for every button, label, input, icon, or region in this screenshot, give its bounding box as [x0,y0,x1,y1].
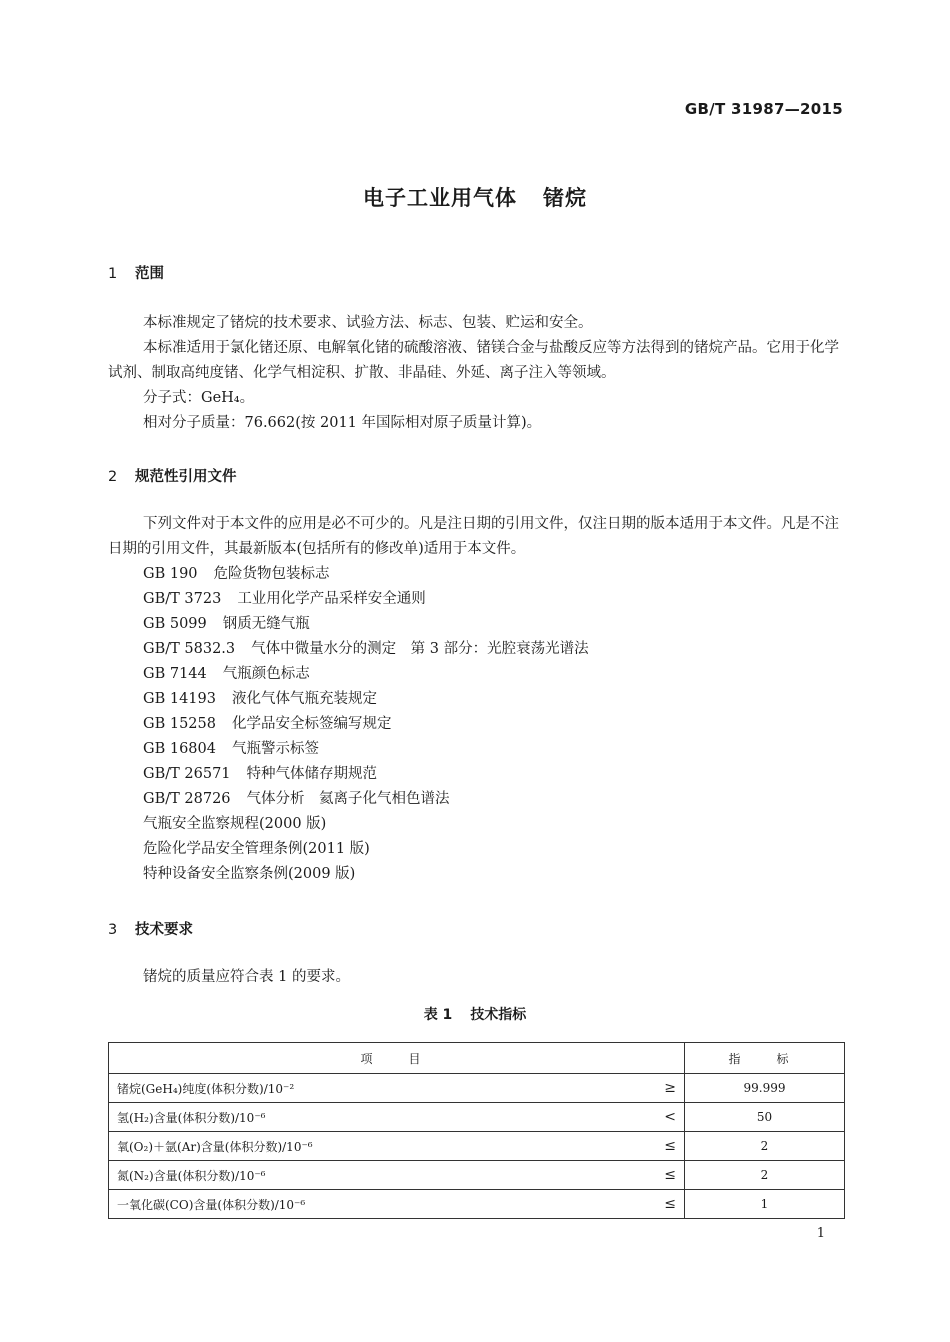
section-1-heading [108,262,164,283]
table-row [109,1132,845,1161]
reference-item [143,587,426,612]
reference-code: GB/T 28726 [143,791,231,807]
row-operator: ≤ [648,1132,685,1161]
reference-item [143,612,310,637]
reference-code: GB 15258 [143,716,216,732]
page-number: 1 [816,1226,825,1241]
reference-name: 特种气体储存期规范 [246,766,378,782]
molecular-mass: 相对分子质量：76.662(按 2011 年国际相对原子质量计算)。 [143,415,542,431]
reference-name: 钢质无缝气瓶 [222,616,310,632]
row-item: 氧(O₂)＋氩(Ar)含量(体积分数)/10⁻⁶ [109,1132,649,1161]
row-item: 氢(H₂)含量(体积分数)/10⁻⁶ [109,1103,649,1132]
reference-item [143,712,391,737]
row-operator: ≤ [648,1190,685,1219]
reference-name: 气体中微量水分的测定 第 3 部分：光腔衰荡光谱法 [251,641,589,657]
row-value: 2 [685,1132,845,1161]
title-part1: 电子工业用气体 [363,186,517,210]
row-item: 氮(N₂)含量(体积分数)/10⁻⁶ [109,1161,649,1190]
reference-item [143,787,450,812]
table-caption [0,1004,950,1024]
row-value: 50 [685,1103,845,1132]
reference-code: GB 5099 [143,616,207,632]
reference-code: GB 7144 [143,666,207,682]
reference-name: 气瓶安全监察规程(2000 版) [143,816,327,832]
section-title: 范围 [135,266,164,282]
row-operator: ≤ [648,1161,685,1190]
reference-item [143,862,355,887]
row-operator: ≥ [648,1074,685,1103]
section-number: 2 [108,469,118,485]
reference-code: GB/T 5832.3 [143,641,236,657]
row-value: 2 [685,1161,845,1190]
reference-item [143,837,370,862]
molecular-formula: 分子式：GeH₄。 [143,390,255,406]
table-row [109,1074,845,1103]
reference-name: 气瓶警示标签 [231,741,319,757]
row-value: 99.999 [685,1074,845,1103]
reference-item [143,687,377,712]
scope-paragraph-2: 本标准适用于氯化锗还原、电解氧化锗的硫酸溶液、锗镁合金与盐酸反应等方法得到的锗烷产品。它用于化学试剂、制取高纯度锗、化学气相淀积、扩散、非晶硅、外延、离子注入等领域。 [108,340,839,381]
table-row [109,1161,845,1190]
table-row [109,1103,845,1132]
row-item: 一氧化碳(CO)含量(体积分数)/10⁻⁶ [109,1190,649,1219]
reference-item [143,762,377,787]
spec-table [108,1042,845,1219]
table-header-row [109,1043,845,1074]
reference-code: GB 16804 [143,741,216,757]
reference-item [143,662,310,687]
section-title: 技术要求 [135,922,193,938]
row-operator: < [648,1103,685,1132]
table-number: 表 1 [423,1007,453,1023]
header-value: 指 标 [685,1043,845,1074]
document-title [0,182,950,212]
section-title: 规范性引用文件 [135,469,237,485]
standard-number: GB/T 31987—2015 [684,100,843,118]
table-title: 技术指标 [470,1007,527,1023]
title-part2: 锗烷 [543,186,587,210]
reference-item [143,737,319,762]
header-item: 项 目 [109,1043,685,1074]
reference-name: 气瓶颜色标志 [222,666,310,682]
reference-name: 特种设备安全监察条例(2009 版) [143,866,356,882]
reference-name: 化学品安全标签编写规定 [231,716,392,732]
refs-intro: 下列文件对于本文件的应用是必不可少的。凡是注日期的引用文件，仅注日期的版本适用于本文件。凡是不注日期的引用文件，其最新版本(包括所有的修改单)适用于本文件。 [108,516,839,557]
reference-name: 危险化学品安全管理条例(2011 版) [143,841,370,857]
row-item: 锗烷(GeH₄)纯度(体积分数)/10⁻² [109,1074,649,1103]
reference-name: 工业用化学产品采样安全通则 [237,591,426,607]
reference-code: GB/T 3723 [143,591,222,607]
section-number: 3 [108,922,118,938]
row-value: 1 [685,1190,845,1219]
reference-code: GB 190 [143,566,198,582]
reference-name: 危险货物包装标志 [213,566,330,582]
reference-name: 液化气体气瓶充装规定 [231,691,377,707]
reference-code: GB/T 26571 [143,766,231,782]
table-row [109,1190,845,1219]
section-number: 1 [108,266,118,282]
reference-name: 气体分析 氦离子化气相色谱法 [246,791,450,807]
reference-item [143,562,330,587]
tech-paragraph: 锗烷的质量应符合表 1 的要求。 [143,969,350,985]
reference-item [143,637,589,662]
scope-paragraph-1: 本标准规定了锗烷的技术要求、试验方法、标志、包装、贮运和安全。 [143,315,593,331]
reference-item [143,812,326,837]
section-3-heading [108,918,193,939]
section-2-heading [108,465,237,486]
reference-code: GB 14193 [143,691,216,707]
